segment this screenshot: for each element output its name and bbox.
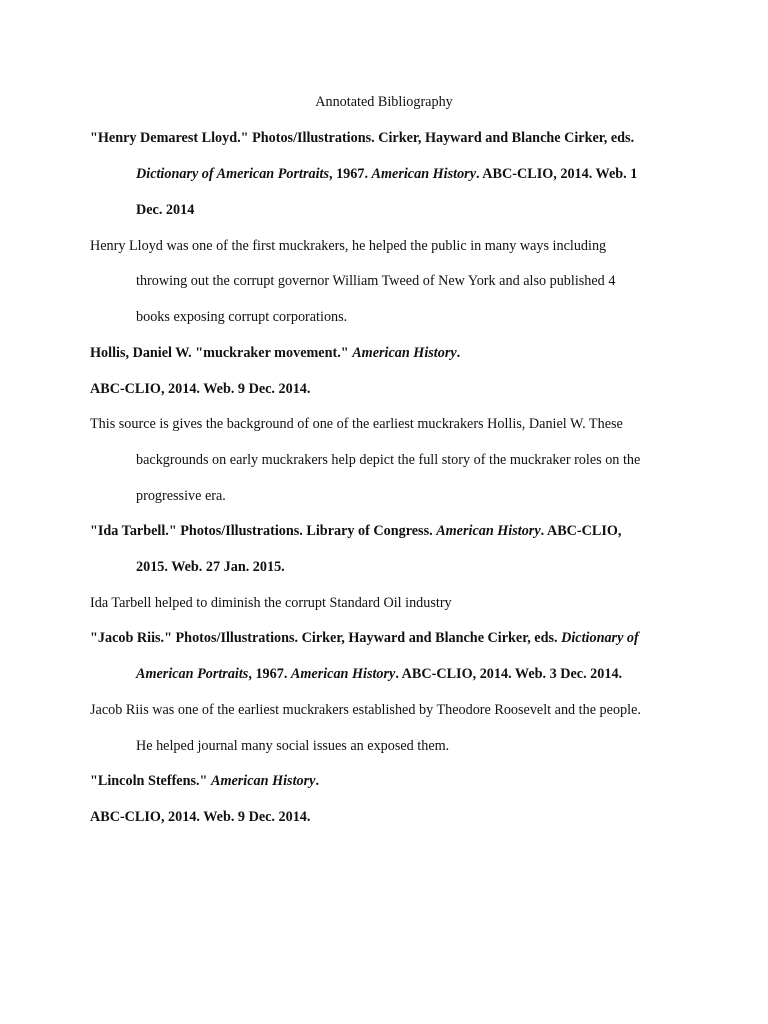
source-title: American Portraits xyxy=(136,666,249,682)
citation-text: Hollis, Daniel W. "muckraker movement." xyxy=(90,345,353,361)
citation-text: . ABC-CLIO, 2014. Web. 1 xyxy=(476,166,638,182)
citation-riis-line1 xyxy=(90,628,639,648)
annotation-tarbell-line1: Ida Tarbell helped to diminish the corrupt Standard Oil industry xyxy=(90,595,452,611)
source-title: Dictionary of American Portraits xyxy=(136,166,329,182)
annotation-riis-line2: He helped journal many social issues an exposed them. xyxy=(136,738,450,754)
database-title: American History xyxy=(290,666,396,682)
annotation-hollis-line1: This source is gives the background of one of the earliest muckrakers Hollis, Daniel W. These xyxy=(90,416,623,432)
annotation-hollis-line3: progressive era. xyxy=(136,488,226,504)
annotation-lloyd-line3: books exposing corrupt corporations. xyxy=(136,309,348,325)
source-title: Dictionary of xyxy=(561,630,639,646)
citation-text: , 1967. xyxy=(328,166,372,182)
citation-text: . ABC-CLIO, xyxy=(540,523,622,539)
database-title: American History xyxy=(210,773,316,789)
database-title: American History xyxy=(436,523,541,539)
database-title: American History xyxy=(371,166,476,182)
citation-tarbell-line2: 2015. Web. 27 Jan. 2015. xyxy=(136,559,285,575)
citation-text: . xyxy=(456,345,461,361)
citation-lloyd-line3: Dec. 2014 xyxy=(136,202,195,218)
citation-riis-line2 xyxy=(136,664,622,684)
database-title: American History xyxy=(352,345,457,361)
citation-text: . xyxy=(315,773,319,789)
citation-hollis-line2: ABC-CLIO, 2014. Web. 9 Dec. 2014. xyxy=(90,381,311,397)
citation-text: . ABC-CLIO, 2014. Web. 3 Dec. 2014. xyxy=(395,666,623,682)
citation-lloyd-line1: "Henry Demarest Lloyd." Photos/Illustrations. Cirker, Hayward and Blanche Cirker, eds. xyxy=(90,130,635,146)
annotation-hollis-line2: backgrounds on early muckrakers help depict the full story of the muckraker roles on the xyxy=(136,452,641,468)
annotation-lloyd-line2: throwing out the corrupt governor William Tweed of New York and also published 4 xyxy=(136,273,616,289)
citation-text: "Jacob Riis." Photos/Illustrations. Cirker, Hayward and Blanche Cirker, eds. xyxy=(90,630,562,646)
citation-steffens-line1 xyxy=(90,771,319,791)
citation-text: "Lincoln Steffens." xyxy=(90,773,211,789)
page-title: Annotated Bibliography xyxy=(315,94,453,110)
annotation-lloyd-line1: Henry Lloyd was one of the first muckrakers, he helped the public in many ways including xyxy=(90,238,607,254)
citation-text: , 1967. xyxy=(248,666,291,682)
citation-text: "Ida Tarbell." Photos/Illustrations. Library of Congress. xyxy=(90,523,437,539)
annotation-riis-line1: Jacob Riis was one of the earliest muckrakers established by Theodore Roosevelt and the people. xyxy=(90,702,641,718)
citation-hollis-line1 xyxy=(90,343,460,363)
citation-steffens-line2: ABC-CLIO, 2014. Web. 9 Dec. 2014. xyxy=(90,809,311,825)
citation-tarbell-line1 xyxy=(90,521,621,541)
citation-lloyd-line2 xyxy=(136,164,637,184)
